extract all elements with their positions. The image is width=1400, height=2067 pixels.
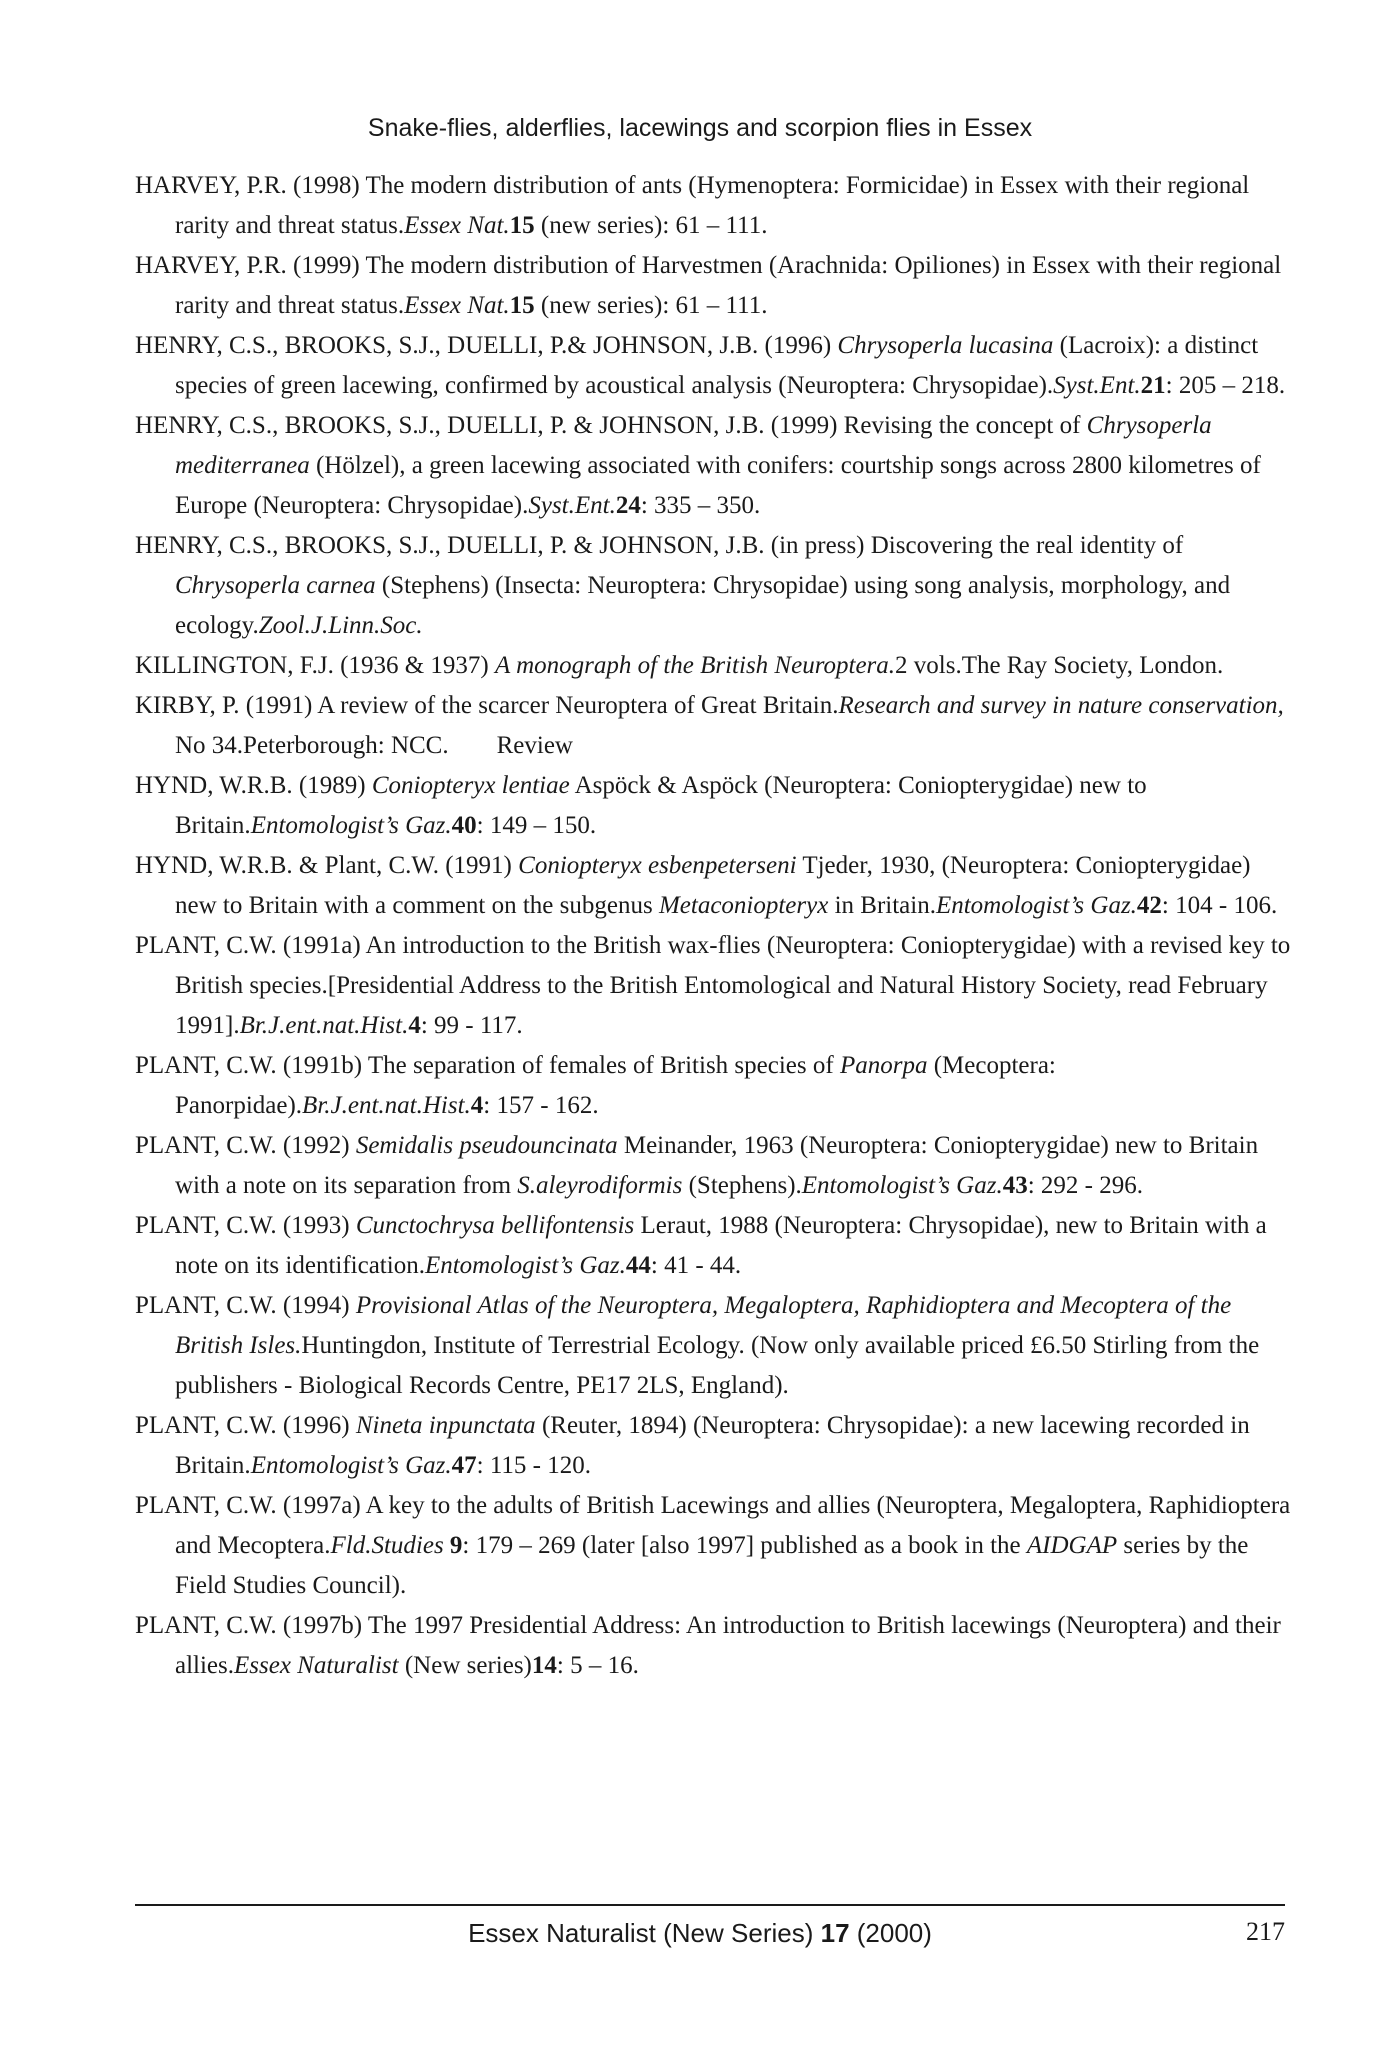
reference-text: HARVEY, P.R. (1999) The modern distribution of Harvestmen (Arachnida: Opiliones) in Essex with their regional rarity and threat status. [135, 252, 1282, 319]
reference-italic-text: Essex Nat. [404, 292, 510, 319]
reference-text: PLANT, C.W. (1992) [135, 1132, 356, 1159]
reference-text: PLANT, C.W. (1997a) A key to the adults of British Lacewings and allies (Neuroptera, Megaloptera, Raphidioptera and Mecoptera. [135, 1492, 1291, 1559]
reference-entry [135, 686, 1295, 766]
reference-text: (Mecoptera: Panorpidae). [175, 1052, 1056, 1119]
reference-italic-text: AIDGAP [1026, 1532, 1118, 1559]
reference-list [135, 166, 1295, 1686]
reference-italic-text: Cunctochrysa bellifontensis [355, 1212, 635, 1239]
reference-entry [135, 326, 1295, 406]
reference-text: 2 vols.The Ray Society, London. [895, 652, 1224, 679]
reference-text: Review [496, 732, 573, 759]
reference-text: : 41 - 44. [650, 1252, 742, 1279]
reference-entry [135, 646, 1295, 686]
reference-text: : 5 – 16. [556, 1652, 639, 1679]
reference-text: HENRY, C.S., BROOKS, S.J., DUELLI, P.& JOHNSON, J.B. (1996) [135, 332, 838, 359]
reference-text: Leraut, 1988 (Neuroptera: Chrysopidae), new to Britain with a note on its identification. [175, 1212, 1267, 1279]
reference-entry [135, 1046, 1295, 1126]
reference-entry [135, 1286, 1295, 1406]
reference-italic-text: Syst.Ent. [1053, 372, 1141, 399]
reference-text: Tjeder, 1930, (Neuroptera: Coniopterygidae) new to Britain with a comment on the subgenus [175, 852, 1251, 919]
reference-volume: 15 [509, 212, 535, 239]
reference-text: KILLINGTON, F.J. (1936 & 1937) [135, 652, 496, 679]
reference-text: PLANT, C.W. (1994) [135, 1292, 356, 1319]
reference-italic-text: Essex Naturalist [234, 1652, 399, 1679]
reference-text: PLANT, C.W. (1993) [135, 1212, 356, 1239]
reference-italic-text: Nineta inpunctata [355, 1412, 536, 1439]
reference-text: (New series) [398, 1652, 532, 1679]
reference-entry [135, 1206, 1295, 1286]
reference-text: : 335 – 350. [640, 492, 761, 519]
reference-text: PLANT, C.W. (1991a) An introduction to the British wax-flies (Neuroptera: Coniopterygidae) with a revised key to British species.[Presidential Address to the British Entomological and Natural History Society, read February 1991]. [135, 932, 1291, 1039]
reference-italic-text: Metaconiopteryx [658, 892, 829, 919]
reference-text: (new series): 61 – 111. [534, 212, 768, 239]
reference-text: in Britain. [828, 892, 936, 919]
footer-journal-name: Essex Naturalist (New Series) [468, 1918, 821, 1948]
reference-text: PLANT, C.W. (1997b) The 1997 Presidential Address: An introduction to British lacewings (Neuroptera) and their allies. [135, 1612, 1281, 1679]
reference-italic-text: Coniopteryx esbenpeterseni [518, 852, 797, 879]
footer-journal-citation [0, 1918, 1400, 1949]
reference-text: (Hölzel), a green lacewing associated with conifers: courtship songs across 2800 kilometres of Europe (Neuroptera: Chrysopidae). [175, 452, 1261, 519]
page-number: 217 [1246, 1917, 1285, 1946]
reference-italic-text: Essex Nat. [404, 212, 510, 239]
reference-text: (Reuter, 1894) (Neuroptera: Chrysopidae): a new lacewing recorded in Britain. [175, 1412, 1250, 1479]
reference-entry [135, 246, 1295, 326]
reference-entry [135, 766, 1295, 846]
reference-volume: 9 [449, 1532, 463, 1559]
reference-text: : 149 – 150. [476, 812, 597, 839]
reference-italic-text: Chrysoperla mediterranea [175, 412, 1212, 479]
reference-text: KIRBY, P. (1991) A review of the scarcer Neuroptera of Great Britain. [135, 692, 839, 719]
reference-volume: 43 [1002, 1172, 1028, 1199]
reference-text: HENRY, C.S., BROOKS, S.J., DUELLI, P. & JOHNSON, J.B. (1999) Revising the concept of [135, 412, 1087, 439]
reference-italic-text: Coniopteryx lentiae [371, 772, 570, 799]
reference-italic-text: Panorpa [839, 1052, 928, 1079]
reference-volume: 15 [509, 292, 535, 319]
reference-volume: 14 [531, 1652, 557, 1679]
reference-entry [135, 1486, 1295, 1606]
reference-text: Huntingdon, Institute of Terrestrial Ecology. (Now only available priced £6.50 Stirling from the publishers - Biological Records Centre, PE17 2LS, England). [175, 1332, 1260, 1399]
reference-text: : 157 - 162. [483, 1092, 599, 1119]
reference-italic-text: Entomologist’s Gaz. [250, 812, 452, 839]
reference-italic-text: Entomologist’s Gaz. [801, 1172, 1003, 1199]
reference-text: : 115 - 120. [476, 1452, 591, 1479]
reference-entry [135, 526, 1295, 646]
reference-volume: 40 [451, 812, 477, 839]
reference-entry [135, 406, 1295, 526]
reference-italic-text: Semidalis pseudouncinata [355, 1132, 618, 1159]
reference-volume: 4 [408, 1012, 421, 1039]
reference-volume: 21 [1140, 372, 1166, 399]
reference-text: HARVEY, P.R. (1998) The modern distribution of ants (Hymenoptera: Formicidae) in Essex with their regional rarity and threat status. [135, 172, 1250, 239]
reference-text: Aspöck & Aspöck (Neuroptera: Coniopterygidae) new to Britain. [175, 772, 1147, 839]
reference-italic-text: Entomologist’s Gaz. [424, 1252, 626, 1279]
reference-text: : 292 - 296. [1027, 1172, 1143, 1199]
reference-text: : 205 – 218. [1165, 372, 1286, 399]
reference-entry [135, 926, 1295, 1046]
reference-italic-text: Fld.Studies [330, 1532, 444, 1559]
running-header [0, 114, 1400, 143]
reference-entry [135, 1406, 1295, 1486]
reference-volume: 24 [615, 492, 641, 519]
reference-italic-text: A monograph of the British Neuroptera. [495, 652, 896, 679]
reference-text: (new series): 61 – 111. [534, 292, 768, 319]
reference-italic-text: Entomologist’s Gaz. [250, 1452, 452, 1479]
reference-text: : 99 - 117. [420, 1012, 523, 1039]
reference-text: : 104 - 106. [1161, 892, 1278, 919]
footer-year: (2000) [849, 1918, 932, 1948]
reference-italic-text: Provisional Atlas of the Neuroptera, Megaloptera, Raphidioptera and Mecoptera of the British Isles. [175, 1292, 1232, 1359]
reference-text: HYND, W.R.B. & Plant, C.W. (1991) [135, 852, 519, 879]
reference-entry [135, 846, 1295, 926]
reference-italic-text: S.aleyrodiformis [517, 1172, 683, 1199]
running-title: Snake-flies, alderflies, lacewings and scorpion flies in Essex [367, 114, 1033, 142]
reference-text: PLANT, C.W. (1996) [135, 1412, 356, 1439]
reference-entry [135, 1606, 1295, 1686]
reference-italic-text: Br.J.ent.nat.Hist. [302, 1092, 471, 1119]
reference-text: No 34.Peterborough: NCC. [175, 732, 449, 759]
reference-italic-text: Br.J.ent.nat.Hist. [239, 1012, 409, 1039]
reference-text: Meinander, 1963 (Neuroptera: Coniopterygidae) new to Britain with a note on its separation from [175, 1132, 1259, 1199]
reference-text: : 179 – 269 (later [also 1997] published as a book in the [462, 1532, 1027, 1559]
reference-text: HYND, W.R.B. (1989) [135, 772, 372, 799]
reference-volume: 47 [451, 1452, 477, 1479]
reference-text: PLANT, C.W. (1991b) The separation of females of British species of [135, 1052, 840, 1079]
reference-entry [135, 1126, 1295, 1206]
reference-volume: 4 [470, 1092, 484, 1119]
reference-italic-text: Chrysoperla carnea [175, 572, 376, 599]
reference-italic-text: Entomologist’s Gaz. [935, 892, 1137, 919]
reference-entry [135, 166, 1295, 246]
footer-divider [135, 1904, 1285, 1906]
reference-text: (Stephens) (Insecta: Neuroptera: Chrysopidae) using song analysis, morphology, and ecology. [175, 572, 1231, 639]
reference-italic-text: Zool.J.Linn.Soc. [258, 612, 423, 639]
reference-italic-text: Syst.Ent. [528, 492, 616, 519]
reference-volume: 44 [625, 1252, 651, 1279]
reference-text: (Lacroix): a distinct species of green lacewing, confirmed by acoustical analysis (Neuroptera: Chrysopidae). [175, 332, 1259, 399]
reference-italic-text: Research and survey in nature conservation, [838, 692, 1284, 719]
reference-text: (Stephens). [682, 1172, 802, 1199]
footer-volume: 17 [820, 1918, 850, 1948]
reference-text: series by the Field Studies Council). [175, 1532, 1249, 1599]
reference-volume: 42 [1136, 892, 1162, 919]
reference-text: HENRY, C.S., BROOKS, S.J., DUELLI, P. & JOHNSON, J.B. (in press) Discovering the real identity of [135, 532, 1184, 559]
reference-italic-text: Chrysoperla lucasina [837, 332, 1054, 359]
